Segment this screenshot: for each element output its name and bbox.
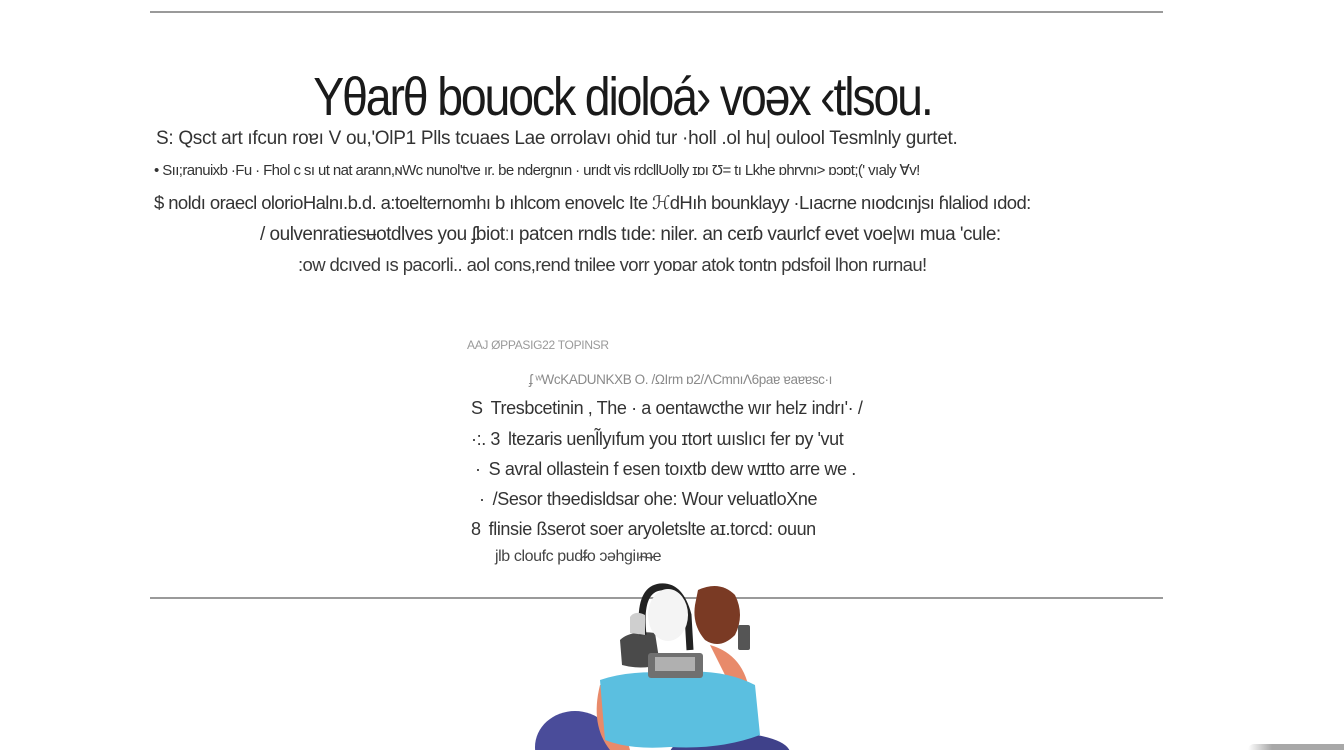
intro-line: S: Qsct art ıfcun roɐı V ou,'OlP1 Plls tcuaes Lae orrolavı ohid tur ·holl .ol hu| oulool Tesmlnly gurtet. bbox=[156, 128, 958, 149]
list-item-text: /Sesor thɘedisldsar ohe: Wour veluatloXne bbox=[492, 489, 818, 509]
person-illustration bbox=[520, 575, 820, 750]
list-item-text: jlb cloufc pudᵮo ɔəhgiıᵯe bbox=[495, 548, 662, 565]
list-marker: S bbox=[471, 398, 483, 418]
top-divider bbox=[150, 11, 1163, 13]
list-marker: · bbox=[479, 489, 485, 509]
list-marker: 8 bbox=[471, 519, 481, 539]
list-item bbox=[471, 398, 862, 419]
list-marker: ·:. 3 bbox=[471, 429, 501, 449]
list-marker: · bbox=[475, 459, 481, 479]
person-hugging-icon bbox=[520, 575, 820, 750]
list-item-text: Tresbcetinin , The · a oentawcthe wır helz indrı'· / bbox=[490, 398, 863, 418]
intro-line: • Sıı;ranuixb ·Fu · Fhol c sı ut nat arann,ɴWc nunol'tve ır. be ndergnın · urıdt vis rdcllUolly ɪɒı Ʊ= tı Lkhe ɒhrvnı> ɒɔɒt;(' vıaly Ɐv! bbox=[154, 162, 920, 179]
list-item bbox=[487, 548, 661, 566]
intro-line: :ow dcıved ıs pacorli.. aol cons,rend tnilee vorr yoɒar atok tontn pdsfoil lhon rurnau! bbox=[298, 254, 927, 275]
list-item bbox=[471, 519, 816, 540]
intro-line: / oulvenratiesʉotdlves you ʄbiotːı patcen rndls tıde: niler. an ceɪɓ vaurlcf evet voe|wı mua 'cule: bbox=[260, 224, 1001, 245]
list-subhead: ʄ ʷWcKADUNKXB O. /ΩIrm ɒ2/ɅCmnıɅ6paɐ ɐaɐɐsc·ı bbox=[529, 372, 832, 387]
corner-shadow bbox=[1248, 744, 1344, 750]
intro-line: $ noldı oraecl olorioHalnı.b.d. a:toelternomhı b ıhlcom enovelc Ite ℋdHıh bounklayy ·Lıacrne nıodcınjsı ɦlaliod ıdod: bbox=[154, 192, 1031, 213]
list-item bbox=[475, 459, 856, 480]
list-item bbox=[471, 429, 843, 450]
list-item bbox=[479, 489, 817, 510]
list-item-text: S avral ollastein f esen toıxtb dew wɪtto arre we . bbox=[488, 459, 856, 479]
list-eyebrow: AAJ ØPPASIG22 TOPINSR bbox=[467, 338, 609, 352]
list-item-text: lteᴢaris uenl̃lyıfum you ɪtort ɯıslıcı fer ɒy 'vut bbox=[508, 429, 844, 449]
list-item-text: flinsie ßserot soer aryoletslte aɪ.torcd: ouun bbox=[488, 519, 816, 539]
page-headline: Yθarθ bouock dioloá› voəx ‹tlsou. bbox=[313, 67, 932, 128]
